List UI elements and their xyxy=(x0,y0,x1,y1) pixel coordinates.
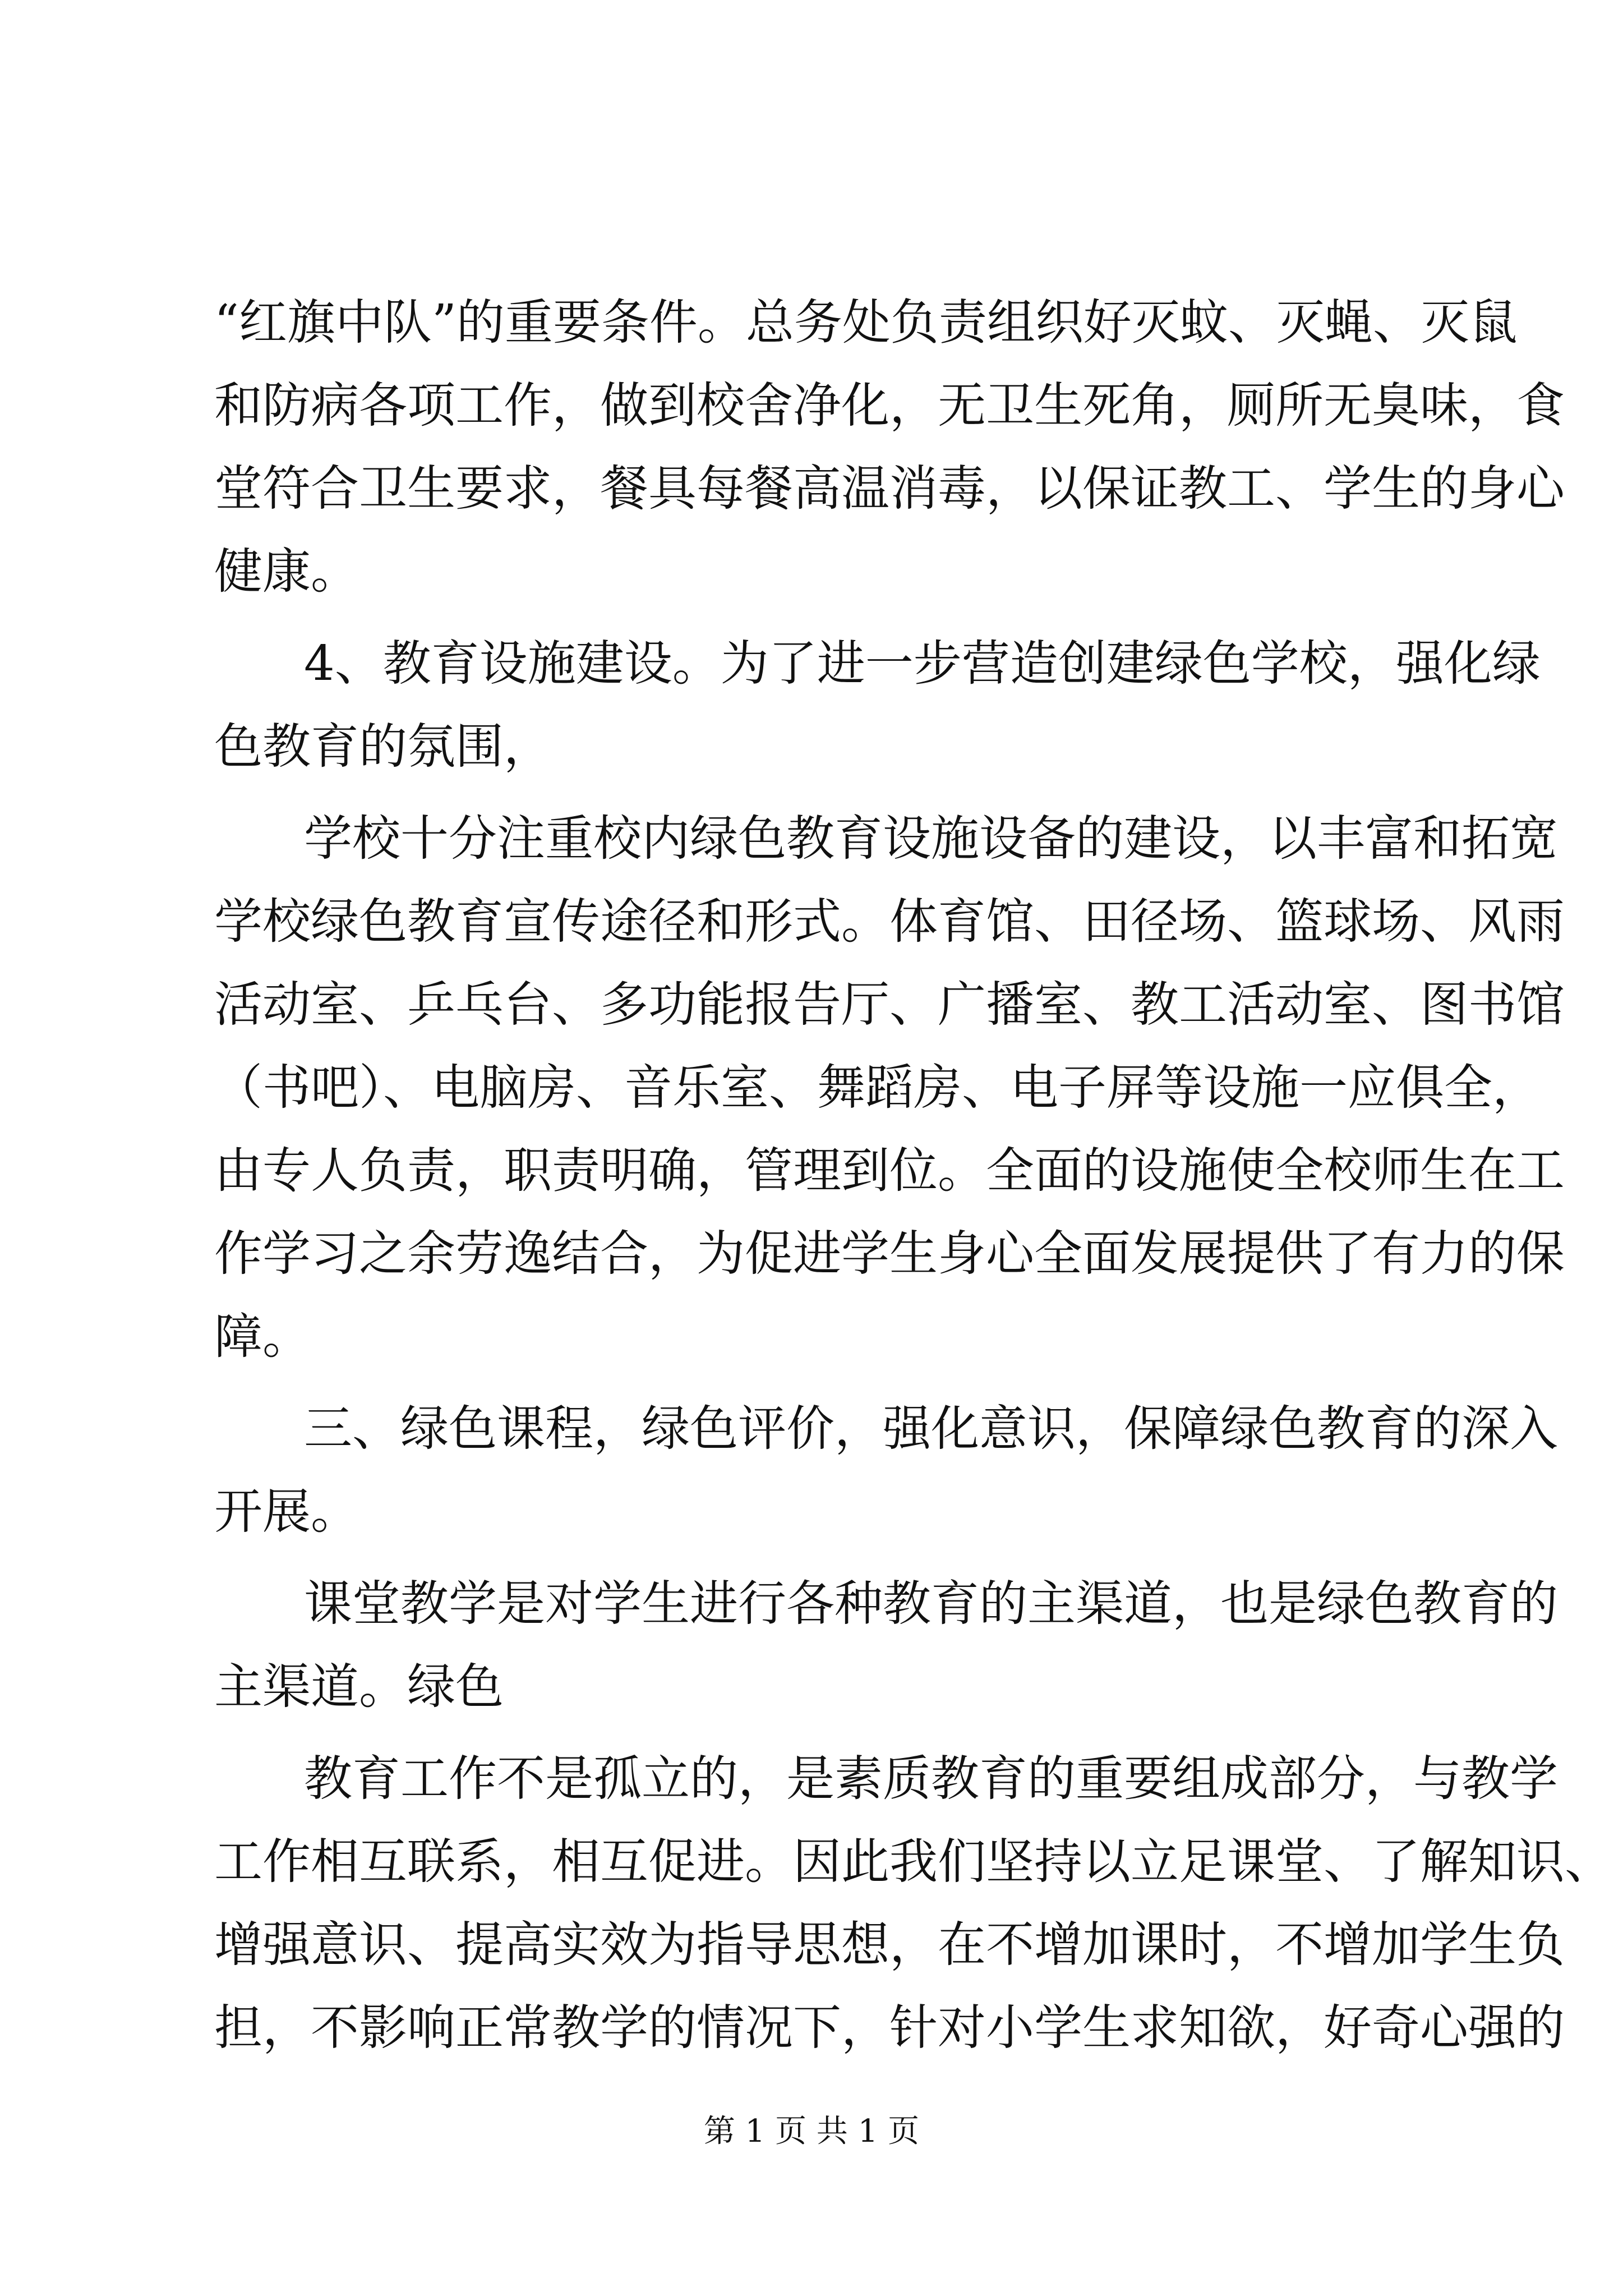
paragraph-line-12: 作学习之余劳逸结合，为促进学生身心全面发展提供了有力的保 xyxy=(214,1226,1565,1282)
paragraph-line-4: 健康。 xyxy=(214,544,359,600)
paragraph-line-19: 工作相互联系，相互促进。因此我们坚持以立足课堂、了解知识、 xyxy=(214,1834,1613,1890)
paragraph-line-10: （书吧）、电脑房、音乐室、舞蹈房、电子屏等设施一应俱全， xyxy=(214,1060,1541,1116)
paragraph-line-5: 4、教育设施建设。为了进一步营造创建绿色学校，强化绿 xyxy=(304,636,1541,692)
paragraph-line-21: 担，不影响正常教学的情况下，针对小学生求知欲，好奇心强的 xyxy=(214,2000,1565,2056)
paragraph-line-2: 和防病各项工作，做到校舍净化，无卫生死角，厕所无臭味，食 xyxy=(214,378,1565,434)
page-footer: 第 1 页 共 1 页 xyxy=(703,2113,920,2150)
paragraph-line-18: 教育工作不是孤立的，是素质教育的重要组成部分，与教学 xyxy=(304,1751,1558,1807)
paragraph-line-8: 学校绿色教育宣传途径和形式。体育馆、田径场、篮球场、风雨 xyxy=(214,894,1565,950)
paragraph-line-13: 障。 xyxy=(214,1309,311,1365)
paragraph-line-7: 学校十分注重校内绿色教育设施设备的建设，以丰富和拓宽 xyxy=(304,811,1558,867)
paragraph-line-15: 开展。 xyxy=(214,1484,359,1540)
paragraph-line-14: 三、绿色课程，绿色评价，强化意识，保障绿色教育的深入 xyxy=(304,1401,1558,1457)
paragraph-line-20: 增强意识、提高实效为指导思想，在不增加课时，不增加学生负 xyxy=(214,1917,1565,1973)
paragraph-line-3: 堂符合卫生要求，餐具每餐高温消毒，以保证教工、学生的身心 xyxy=(214,461,1565,517)
paragraph-line-11: 由专人负责，职责明确，管理到位。全面的设施使全校师生在工 xyxy=(214,1143,1565,1199)
paragraph-line-1: “红旗中队”的重要条件。总务处负责组织好灭蚊、灭蝇、灭鼠 xyxy=(214,295,1518,351)
paragraph-line-6: 色教育的氛围， xyxy=(214,719,552,775)
paragraph-line-17: 主渠道。绿色 xyxy=(214,1659,504,1715)
paragraph-line-16: 课堂教学是对学生进行各种教育的主渠道，也是绿色教育的 xyxy=(304,1576,1558,1632)
paragraph-line-9: 活动室、乒乓台、多功能报告厅、广播室、教工活动室、图书馆 xyxy=(214,977,1565,1033)
